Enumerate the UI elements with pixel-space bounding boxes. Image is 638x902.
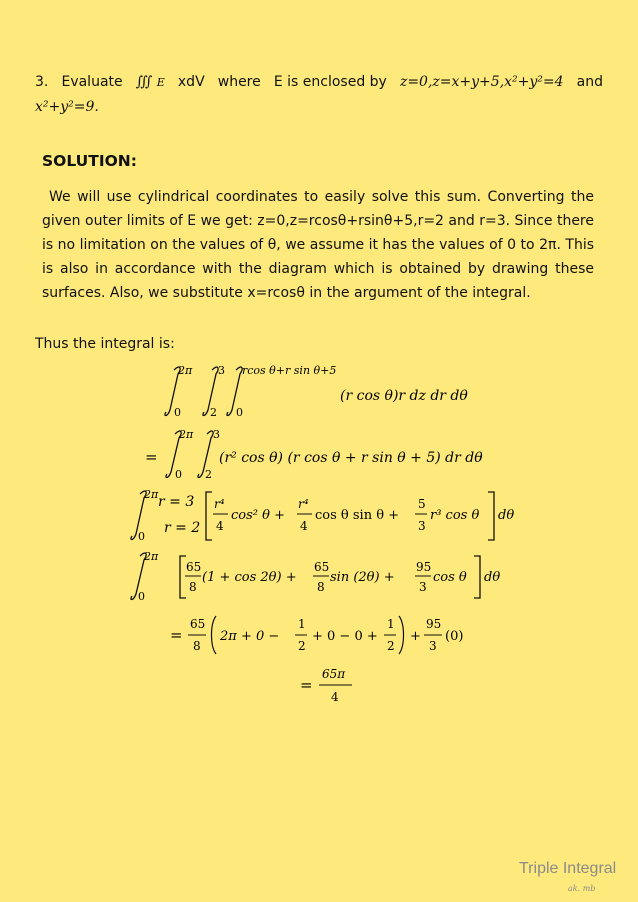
eq5-term-c: (0): [445, 629, 464, 644]
and-text: and: [576, 74, 603, 90]
eq1-inner-upper: rcos θ+r sin θ+5: [242, 364, 337, 377]
eq3-term-2: cos θ sin θ +: [315, 508, 400, 523]
eq4-term-3: cos θ: [433, 570, 467, 585]
eq4-f3-num: 95: [416, 560, 432, 574]
left-paren: [212, 616, 217, 654]
eq4-f1-num: 65: [186, 560, 202, 574]
eq5-f3-num: 1: [387, 617, 395, 631]
signature: ak. mb: [568, 884, 596, 893]
eq1-middle-upper: 3: [218, 364, 225, 377]
eq6-den: 4: [331, 690, 339, 704]
solution-paragraph: We will use cylindrical coordinates to easily solve this sum. Converting the given outer limits of E we get: z=0,z=rcosθ+rsinθ+5,r=2 and r=3. Since there is no limitation on the values of θ, we assume it has the values of 0 to 2π. This is also in accordance with the diagram which is obtained by drawing these surfaces. Also, we substitute x=rcosθ in the argument of the integral.: [42, 189, 594, 301]
eq3-eval-upper: r = 3: [158, 494, 195, 510]
eq1-inner-lower: 0: [236, 406, 243, 419]
eq4-outer-upper: 2π: [144, 550, 159, 563]
eq5-plus: +: [410, 629, 421, 644]
eq3-f3-num: 5: [418, 497, 426, 511]
eq1-middle-lower: 2: [210, 406, 217, 419]
eq2-outer-upper: 2π: [179, 428, 194, 441]
eq3-term-1: cos² θ +: [231, 508, 285, 523]
eq3-eval-lower: r = 2: [164, 520, 201, 536]
surfaces-b: x²+y²=9.: [35, 99, 99, 115]
eq5-term-a: 2π + 0 −: [220, 629, 280, 644]
eq1-integrand: (r cos θ)r dz dr dθ: [340, 388, 468, 404]
integrand-text: xdV: [177, 74, 205, 90]
eq4-outer-lower: 0: [138, 590, 145, 603]
eq2-inner-lower: 2: [205, 468, 212, 481]
eq5-term-b: + 0 − 0 +: [312, 629, 378, 644]
eq3-f2-den: 4: [300, 519, 308, 533]
eq4-term-2: sin (2θ) +: [330, 570, 395, 585]
right-paren: [399, 616, 404, 654]
eq4-term-1: (1 + cos 2θ) +: [202, 570, 297, 585]
problem-statement: [35, 70, 603, 119]
right-bracket: [488, 492, 494, 540]
problem-number: 3.: [35, 74, 49, 90]
left-bracket: [206, 492, 212, 540]
problem-lead: Evaluate: [61, 74, 123, 90]
eq5-equals: =: [170, 626, 183, 644]
eq3-differential: dθ: [498, 508, 515, 523]
equation-4: [128, 550, 528, 606]
solution-body: [42, 185, 594, 305]
eq5-f2-num: 1: [298, 617, 306, 631]
where-text: where: [217, 74, 261, 90]
triple-integral-symbol: ∭: [135, 74, 153, 90]
solution-heading: SOLUTION:: [42, 152, 137, 170]
eq4-f2-num: 65: [314, 560, 330, 574]
eq1-outer-lower: 0: [174, 406, 181, 419]
eq3-f1-den: 4: [216, 519, 224, 533]
region-label: E: [156, 76, 165, 89]
eq2-equals: =: [145, 448, 158, 466]
eq2-inner-upper: 3: [213, 428, 220, 441]
footer-title: Triple Integral: [519, 860, 617, 877]
equation-3: [128, 488, 528, 546]
eq4-f1-den: 8: [189, 580, 197, 594]
eq6-equals: =: [300, 676, 313, 694]
eq4-differential: dθ: [484, 570, 501, 585]
eq3-outer-lower: 0: [138, 530, 145, 543]
thus-text: Thus the integral is:: [35, 336, 175, 352]
eq5-f1-den: 8: [193, 639, 201, 653]
eq6-num: 65π: [322, 667, 346, 681]
eq2-integrand: (r² cos θ) (r cos θ + r sin θ + 5) dr dθ: [219, 450, 483, 466]
eq5-f2-den: 2: [298, 639, 306, 653]
enclosed-text: E is enclosed by: [273, 74, 387, 90]
eq5-f4-num: 95: [426, 617, 442, 631]
eq5-f1-num: 65: [190, 617, 206, 631]
right-bracket: [474, 556, 480, 598]
eq3-f2-num: r⁴: [298, 497, 309, 511]
eq4-f2-den: 8: [317, 580, 325, 594]
equation-2: [145, 428, 525, 484]
eq5-f4-den: 3: [429, 639, 437, 653]
equation-6: [300, 660, 380, 710]
eq3-term-3: r³ cos θ: [430, 508, 480, 523]
eq5-f3-den: 2: [387, 639, 395, 653]
eq3-outer-upper: 2π: [144, 488, 159, 501]
equation-1: [160, 362, 520, 422]
surfaces-a: z=0,z=x+y+5,x²+y²=4: [399, 74, 564, 90]
eq3-f3-den: 3: [418, 519, 426, 533]
equation-5: [170, 610, 490, 662]
eq4-f3-den: 3: [419, 580, 427, 594]
eq3-f1-num: r⁴: [214, 497, 225, 511]
eq2-outer-lower: 0: [175, 468, 182, 481]
eq1-outer-upper: 2π: [178, 364, 193, 377]
